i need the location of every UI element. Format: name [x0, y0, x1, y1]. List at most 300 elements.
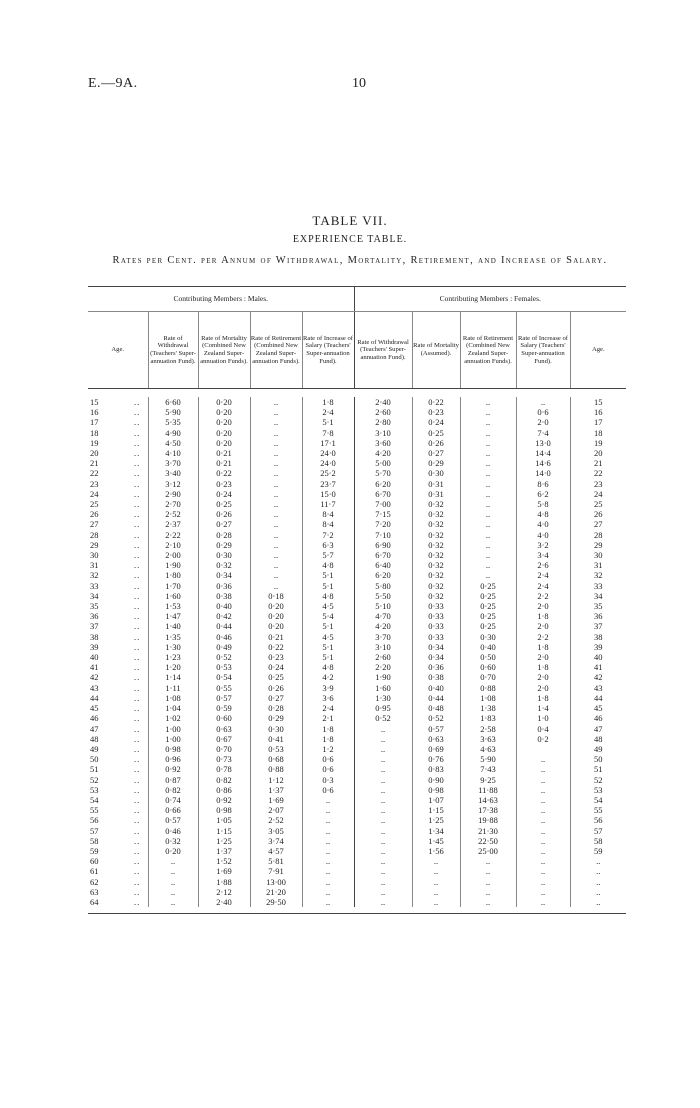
- female-salary-increase-cell: ..: [516, 897, 570, 907]
- age-right-cell: 56: [570, 815, 626, 825]
- male-withdrawal-cell: 1·47: [148, 611, 198, 621]
- male-salary-increase-cell: 2·1: [302, 713, 354, 723]
- male-withdrawal-cell: 1·35: [148, 632, 198, 642]
- male-retirement-cell: 1·37: [250, 785, 302, 795]
- female-withdrawal-cell: 0·95: [354, 703, 412, 713]
- female-salary-increase-cell: 2·0: [516, 652, 570, 662]
- male-salary-increase-cell: 5·4: [302, 611, 354, 621]
- age-right-cell: 57: [570, 826, 626, 836]
- leader-dots: ..: [134, 641, 141, 652]
- female-mortality-cell: 0·40: [412, 683, 460, 693]
- female-retirement-cell: 21·30: [460, 826, 516, 836]
- table-row: [88, 530, 626, 540]
- female-salary-increase-cell: 1·8: [516, 662, 570, 672]
- age-right-cell: 19: [570, 438, 626, 448]
- table-row: [88, 581, 626, 591]
- female-withdrawal-cell: 4·20: [354, 448, 412, 458]
- female-withdrawal-cell: ..: [354, 775, 412, 785]
- female-mortality-cell: 0·34: [412, 652, 460, 662]
- female-salary-increase-cell: ..: [516, 397, 570, 407]
- leader-dots: ..: [134, 601, 141, 612]
- age-right-cell: 20: [570, 448, 626, 458]
- male-salary-increase-cell: 15·0: [302, 489, 354, 499]
- male-withdrawal-cell: 2·90: [148, 489, 198, 499]
- male-mortality-cell: 0·20: [198, 438, 250, 448]
- male-mortality-header: Rate of Mortality (Combined New Zealand Super-annuation Funds).: [198, 312, 250, 389]
- female-withdrawal-cell: 1·90: [354, 672, 412, 682]
- table-row: [88, 764, 626, 774]
- male-mortality-cell: 0·73: [198, 754, 250, 764]
- female-retirement-cell: ..: [460, 877, 516, 887]
- male-retirement-cell: 0·18: [250, 591, 302, 601]
- age-right-cell: 23: [570, 479, 626, 489]
- table-row: [88, 887, 626, 897]
- male-withdrawal-cell: 5·35: [148, 417, 198, 427]
- male-salary-increase-cell: ..: [302, 805, 354, 815]
- female-mortality-cell: ..: [412, 877, 460, 887]
- age-right-cell: 39: [570, 642, 626, 652]
- age-cell: 55: [90, 805, 99, 816]
- male-withdrawal-cell: 1·11: [148, 683, 198, 693]
- male-retirement-cell: ..: [250, 428, 302, 438]
- male-retirement-cell: ..: [250, 397, 302, 407]
- age-right-cell: 59: [570, 846, 626, 856]
- age-right-cell: ..: [570, 887, 626, 897]
- males-group-header: Contributing Members : Males.: [88, 287, 354, 312]
- age-right-cell: 43: [570, 683, 626, 693]
- male-retirement-cell: ..: [250, 448, 302, 458]
- group-header-row: [88, 287, 626, 312]
- age-cell: 61: [90, 866, 99, 877]
- female-mortality-cell: 0·23: [412, 407, 460, 417]
- leader-dots: ..: [134, 539, 141, 550]
- male-withdrawal-cell: 1·40: [148, 621, 198, 631]
- age-cell: 41: [90, 662, 99, 673]
- table-row: [88, 836, 626, 846]
- table-row: [88, 621, 626, 631]
- female-salary-increase-cell: ..: [516, 775, 570, 785]
- male-retirement-cell: ..: [250, 519, 302, 529]
- female-salary-increase-cell: ..: [516, 856, 570, 866]
- female-salary-increase-cell: ..: [516, 877, 570, 887]
- female-retirement-cell: ..: [460, 540, 516, 550]
- female-withdrawal-cell: 2·60: [354, 652, 412, 662]
- age-right-cell: 37: [570, 621, 626, 631]
- female-retirement-cell: 25·00: [460, 846, 516, 856]
- female-mortality-cell: 0·29: [412, 458, 460, 468]
- age-right-cell: 22: [570, 468, 626, 478]
- female-mortality-cell: 0·34: [412, 642, 460, 652]
- female-withdrawal-cell: ..: [354, 836, 412, 846]
- male-withdrawal-cell: 1·00: [148, 734, 198, 744]
- age-right-cell: ..: [570, 877, 626, 887]
- male-withdrawal-cell: 0·32: [148, 836, 198, 846]
- female-salary-increase-cell: ..: [516, 754, 570, 764]
- age-cell: 43: [90, 682, 99, 693]
- male-retirement-cell: ..: [250, 417, 302, 427]
- male-withdrawal-cell: 0·92: [148, 764, 198, 774]
- male-retirement-cell: ..: [250, 581, 302, 591]
- female-retirement-cell: ..: [460, 866, 516, 876]
- female-withdrawal-cell: 2·80: [354, 417, 412, 427]
- female-retirement-cell: ..: [460, 397, 516, 407]
- male-salary-increase-cell: 5·1: [302, 621, 354, 631]
- female-salary-increase-cell: 7·4: [516, 428, 570, 438]
- female-withdrawal-cell: 5·70: [354, 468, 412, 478]
- male-salary-increase-cell: 5·1: [302, 642, 354, 652]
- female-withdrawal-cell: 3·10: [354, 428, 412, 438]
- female-retirement-cell: ..: [460, 428, 516, 438]
- male-mortality-cell: 0·20: [198, 407, 250, 417]
- table-row: [88, 407, 626, 417]
- age-cell: 49: [90, 743, 99, 754]
- male-withdrawal-cell: 1·23: [148, 652, 198, 662]
- age-cell: 29: [90, 539, 99, 550]
- female-withdrawal-cell: 5·80: [354, 581, 412, 591]
- leader-dots: ..: [134, 437, 141, 448]
- female-salary-increase-cell: 0·4: [516, 724, 570, 734]
- female-retirement-cell: ..: [460, 570, 516, 580]
- male-salary-increase-cell: 2·4: [302, 703, 354, 713]
- table-row: [88, 815, 626, 825]
- female-salary-increase-cell: 14·6: [516, 458, 570, 468]
- female-salary-increase-cell: 14·4: [516, 448, 570, 458]
- leader-dots: ..: [134, 815, 141, 826]
- male-salary-increase-cell: 1·8: [302, 397, 354, 407]
- male-salary-increase-cell: 4·8: [302, 662, 354, 672]
- female-salary-increase-cell: 2·0: [516, 601, 570, 611]
- male-mortality-cell: 0·44: [198, 621, 250, 631]
- age-right-cell: 32: [570, 570, 626, 580]
- female-withdrawal-cell: 3·70: [354, 632, 412, 642]
- table-row: [88, 438, 626, 448]
- male-retirement-cell: 0·21: [250, 632, 302, 642]
- female-retirement-cell: ..: [460, 468, 516, 478]
- male-withdrawal-cell: 3·40: [148, 468, 198, 478]
- male-mortality-cell: 0·86: [198, 785, 250, 795]
- female-salary-increase-cell: 1·8: [516, 611, 570, 621]
- leader-dots: ..: [134, 621, 141, 632]
- female-retirement-cell: 3·63: [460, 734, 516, 744]
- female-retirement-cell: 2·58: [460, 724, 516, 734]
- female-salary-increase-cell: 5·8: [516, 499, 570, 509]
- age-right-cell: 31: [570, 560, 626, 570]
- female-mortality-cell: 0·32: [412, 540, 460, 550]
- female-withdrawal-cell: ..: [354, 754, 412, 764]
- male-salary-increase-cell: 5·1: [302, 581, 354, 591]
- male-withdrawal-cell: ..: [148, 897, 198, 907]
- age-right-cell: 44: [570, 693, 626, 703]
- male-withdrawal-cell: 1·80: [148, 570, 198, 580]
- female-mortality-cell: ..: [412, 887, 460, 897]
- age-header: Age.: [88, 312, 148, 389]
- age-cell: 24: [90, 488, 99, 499]
- male-withdrawal-cell: 1·53: [148, 601, 198, 611]
- male-withdrawal-cell: 0·57: [148, 815, 198, 825]
- male-retirement-cell: 21·20: [250, 887, 302, 897]
- female-salary-increase-cell: 4·0: [516, 530, 570, 540]
- female-retirement-cell: ..: [460, 479, 516, 489]
- female-withdrawal-cell: ..: [354, 734, 412, 744]
- table-number: TABLE VII.: [312, 213, 388, 228]
- age-cell: 54: [90, 794, 99, 805]
- male-retirement-cell: 2·07: [250, 805, 302, 815]
- male-retirement-cell: 0·28: [250, 703, 302, 713]
- table-row: [88, 550, 626, 560]
- female-retirement-cell: 9·25: [460, 775, 516, 785]
- male-mortality-cell: 0·52: [198, 652, 250, 662]
- female-salary-increase-cell: 3·4: [516, 550, 570, 560]
- female-mortality-cell: 0·32: [412, 519, 460, 529]
- male-salary-increase-cell: ..: [302, 877, 354, 887]
- male-withdrawal-cell: 0·96: [148, 754, 198, 764]
- female-retirement-cell: ..: [460, 489, 516, 499]
- age-right-cell: 41: [570, 662, 626, 672]
- male-retirement-cell: 3·05: [250, 826, 302, 836]
- male-withdrawal-cell: 0·20: [148, 846, 198, 856]
- age-cell: 28: [90, 529, 99, 540]
- female-mortality-cell: 0·76: [412, 754, 460, 764]
- female-salary-increase-cell: ..: [516, 836, 570, 846]
- leader-dots: ..: [134, 764, 141, 775]
- male-retirement-cell: ..: [250, 479, 302, 489]
- male-withdrawal-cell: 0·82: [148, 785, 198, 795]
- experience-table: [88, 286, 626, 914]
- female-salary-increase-cell: 0·6: [516, 407, 570, 417]
- leader-dots: ..: [134, 856, 141, 867]
- table-row: [88, 846, 626, 856]
- female-salary-increase-cell: 1·8: [516, 693, 570, 703]
- female-mortality-cell: 0·24: [412, 417, 460, 427]
- table-row: [88, 632, 626, 642]
- leader-dots: ..: [134, 499, 141, 510]
- male-retirement-cell: ..: [250, 509, 302, 519]
- male-withdrawal-header: Rate of Withdrawal (Teachers' Super-annuation Fund).: [148, 312, 198, 389]
- table-row: [88, 591, 626, 601]
- female-mortality-cell: 0·63: [412, 734, 460, 744]
- age-cell: 56: [90, 815, 99, 826]
- leader-dots: ..: [134, 529, 141, 540]
- female-retirement-cell: 11·88: [460, 785, 516, 795]
- table-row: [88, 866, 626, 876]
- female-retirement-cell: 0·25: [460, 581, 516, 591]
- male-retirement-cell: 13·00: [250, 877, 302, 887]
- age-right-cell: ..: [570, 897, 626, 907]
- age-cell: 63: [90, 886, 99, 897]
- table-row: [88, 448, 626, 458]
- table-row: [88, 428, 626, 438]
- age-cell: 31: [90, 560, 99, 571]
- age-cell: 27: [90, 519, 99, 530]
- female-retirement-cell: ..: [460, 438, 516, 448]
- female-retirement-cell: ..: [460, 407, 516, 417]
- male-salary-increase-cell: 0·6: [302, 754, 354, 764]
- male-withdrawal-cell: 4·50: [148, 438, 198, 448]
- table-row: [88, 734, 626, 744]
- female-retirement-cell: ..: [460, 550, 516, 560]
- male-retirement-cell: 1·69: [250, 795, 302, 805]
- male-mortality-cell: 0·67: [198, 734, 250, 744]
- male-salary-increase-cell: 1·2: [302, 744, 354, 754]
- leader-dots: ..: [134, 478, 141, 489]
- leader-dots: ..: [134, 448, 141, 459]
- male-retirement-header: Rate of Retirement (Combined New Zealand Super-annuation Funds).: [250, 312, 302, 389]
- female-salary-increase-cell: 14·0: [516, 468, 570, 478]
- table-row: [88, 897, 626, 907]
- age-cell: 42: [90, 672, 99, 683]
- male-salary-increase-cell: 1·8: [302, 734, 354, 744]
- female-mortality-cell: 1·45: [412, 836, 460, 846]
- female-withdrawal-cell: 6·20: [354, 570, 412, 580]
- leader-dots: ..: [134, 713, 141, 724]
- age-cell: 52: [90, 774, 99, 785]
- female-salary-increase-cell: ..: [516, 815, 570, 825]
- female-withdrawal-cell: 6·70: [354, 550, 412, 560]
- female-salary-increase-cell: 1·4: [516, 703, 570, 713]
- leader-dots: ..: [134, 682, 141, 693]
- table-row: [88, 877, 626, 887]
- male-retirement-cell: ..: [250, 540, 302, 550]
- leader-dots: ..: [134, 896, 141, 907]
- table-row: [88, 775, 626, 785]
- male-mortality-cell: 2·40: [198, 897, 250, 907]
- female-retirement-cell: 0·25: [460, 621, 516, 631]
- male-retirement-cell: 2·52: [250, 815, 302, 825]
- male-mortality-cell: 1·37: [198, 846, 250, 856]
- male-retirement-cell: 0·30: [250, 724, 302, 734]
- age-cell: 34: [90, 590, 99, 601]
- male-salary-increase-cell: 2·4: [302, 407, 354, 417]
- female-withdrawal-cell: ..: [354, 815, 412, 825]
- female-salary-increase-cell: 2·0: [516, 672, 570, 682]
- female-retirement-cell: ..: [460, 856, 516, 866]
- male-withdrawal-cell: 1·90: [148, 560, 198, 570]
- female-withdrawal-cell: 7·00: [354, 499, 412, 509]
- leader-dots: ..: [134, 519, 141, 530]
- female-salary-increase-cell: 8·6: [516, 479, 570, 489]
- female-salary-increase-cell: 6·2: [516, 489, 570, 499]
- female-mortality-cell: 1·56: [412, 846, 460, 856]
- male-withdrawal-cell: 2·52: [148, 509, 198, 519]
- female-mortality-cell: ..: [412, 897, 460, 907]
- female-retirement-cell: ..: [460, 530, 516, 540]
- table-row: [88, 489, 626, 499]
- male-withdrawal-cell: 2·22: [148, 530, 198, 540]
- female-withdrawal-cell: ..: [354, 887, 412, 897]
- male-retirement-cell: 0·41: [250, 734, 302, 744]
- female-withdrawal-cell: 6·90: [354, 540, 412, 550]
- male-salary-increase-cell: 4·5: [302, 601, 354, 611]
- female-retirement-cell: 0·88: [460, 683, 516, 693]
- female-withdrawal-cell: 2·60: [354, 407, 412, 417]
- leader-dots: ..: [134, 743, 141, 754]
- age-cell: 35: [90, 601, 99, 612]
- male-withdrawal-cell: 1·08: [148, 693, 198, 703]
- male-withdrawal-cell: 2·10: [148, 540, 198, 550]
- male-withdrawal-cell: 2·37: [148, 519, 198, 529]
- male-mortality-cell: 0·20: [198, 397, 250, 407]
- female-withdrawal-cell: ..: [354, 877, 412, 887]
- male-retirement-cell: ..: [250, 407, 302, 417]
- age-cell: 23: [90, 478, 99, 489]
- male-mortality-cell: 0·25: [198, 499, 250, 509]
- female-withdrawal-cell: 5·10: [354, 601, 412, 611]
- female-mortality-cell: 0·32: [412, 550, 460, 560]
- female-salary-increase-cell: [516, 744, 570, 754]
- female-mortality-cell: 0·31: [412, 489, 460, 499]
- female-withdrawal-cell: 7·15: [354, 509, 412, 519]
- male-mortality-cell: 0·38: [198, 591, 250, 601]
- leader-dots: ..: [134, 805, 141, 816]
- male-withdrawal-cell: ..: [148, 856, 198, 866]
- female-withdrawal-cell: 4·20: [354, 621, 412, 631]
- age-cell: 22: [90, 468, 99, 479]
- age-cell: 48: [90, 733, 99, 744]
- male-withdrawal-cell: 2·00: [148, 550, 198, 560]
- male-salary-increase-cell: ..: [302, 866, 354, 876]
- female-mortality-cell: 0·33: [412, 601, 460, 611]
- age-right-cell: 27: [570, 519, 626, 529]
- male-withdrawal-cell: 2·70: [148, 499, 198, 509]
- age-cell: 19: [90, 437, 99, 448]
- female-retirement-cell: ..: [460, 458, 516, 468]
- female-mortality-cell: 1·34: [412, 826, 460, 836]
- female-retirement-cell: 4·63: [460, 744, 516, 754]
- female-salary-increase-cell: ..: [516, 846, 570, 856]
- leader-dots: ..: [134, 631, 141, 642]
- table-row: [88, 683, 626, 693]
- leader-dots: ..: [134, 397, 141, 407]
- female-mortality-cell: 0·26: [412, 438, 460, 448]
- male-salary-increase-cell: 7·8: [302, 428, 354, 438]
- age-right-cell: 26: [570, 509, 626, 519]
- male-salary-increase-cell: ..: [302, 826, 354, 836]
- age-cell: 47: [90, 723, 99, 734]
- age-right-cell: ..: [570, 866, 626, 876]
- female-mortality-header: Rate of Mortality (Assumed).: [412, 312, 460, 389]
- table-row: [88, 805, 626, 815]
- age-right-cell: 35: [570, 601, 626, 611]
- male-retirement-cell: ..: [250, 468, 302, 478]
- male-salary-increase-cell: ..: [302, 795, 354, 805]
- leader-dots: ..: [134, 723, 141, 734]
- male-mortality-cell: 0·21: [198, 448, 250, 458]
- age-cell: 51: [90, 764, 99, 775]
- female-salary-increase-cell: 3·2: [516, 540, 570, 550]
- female-salary-increase-cell: ..: [516, 826, 570, 836]
- leader-dots: ..: [134, 417, 141, 428]
- table-row: [88, 519, 626, 529]
- age-right-cell: 15: [570, 397, 626, 407]
- male-salary-increase-cell: 0·6: [302, 785, 354, 795]
- age-cell: 18: [90, 427, 99, 438]
- female-withdrawal-cell: ..: [354, 724, 412, 734]
- table-row: [88, 397, 626, 407]
- male-withdrawal-cell: 1·00: [148, 724, 198, 734]
- male-withdrawal-cell: 1·70: [148, 581, 198, 591]
- age-cell: 44: [90, 692, 99, 703]
- leader-dots: ..: [134, 845, 141, 856]
- female-salary-increase-cell: ..: [516, 866, 570, 876]
- female-salary-increase-cell: ..: [516, 805, 570, 815]
- age-cell: 15: [90, 397, 99, 407]
- age-cell: 36: [90, 611, 99, 622]
- male-retirement-cell: 0·23: [250, 652, 302, 662]
- female-salary-increase-cell: 2·6: [516, 560, 570, 570]
- age-right-cell: 46: [570, 713, 626, 723]
- male-mortality-cell: 0·54: [198, 672, 250, 682]
- female-withdrawal-cell: 4·70: [354, 611, 412, 621]
